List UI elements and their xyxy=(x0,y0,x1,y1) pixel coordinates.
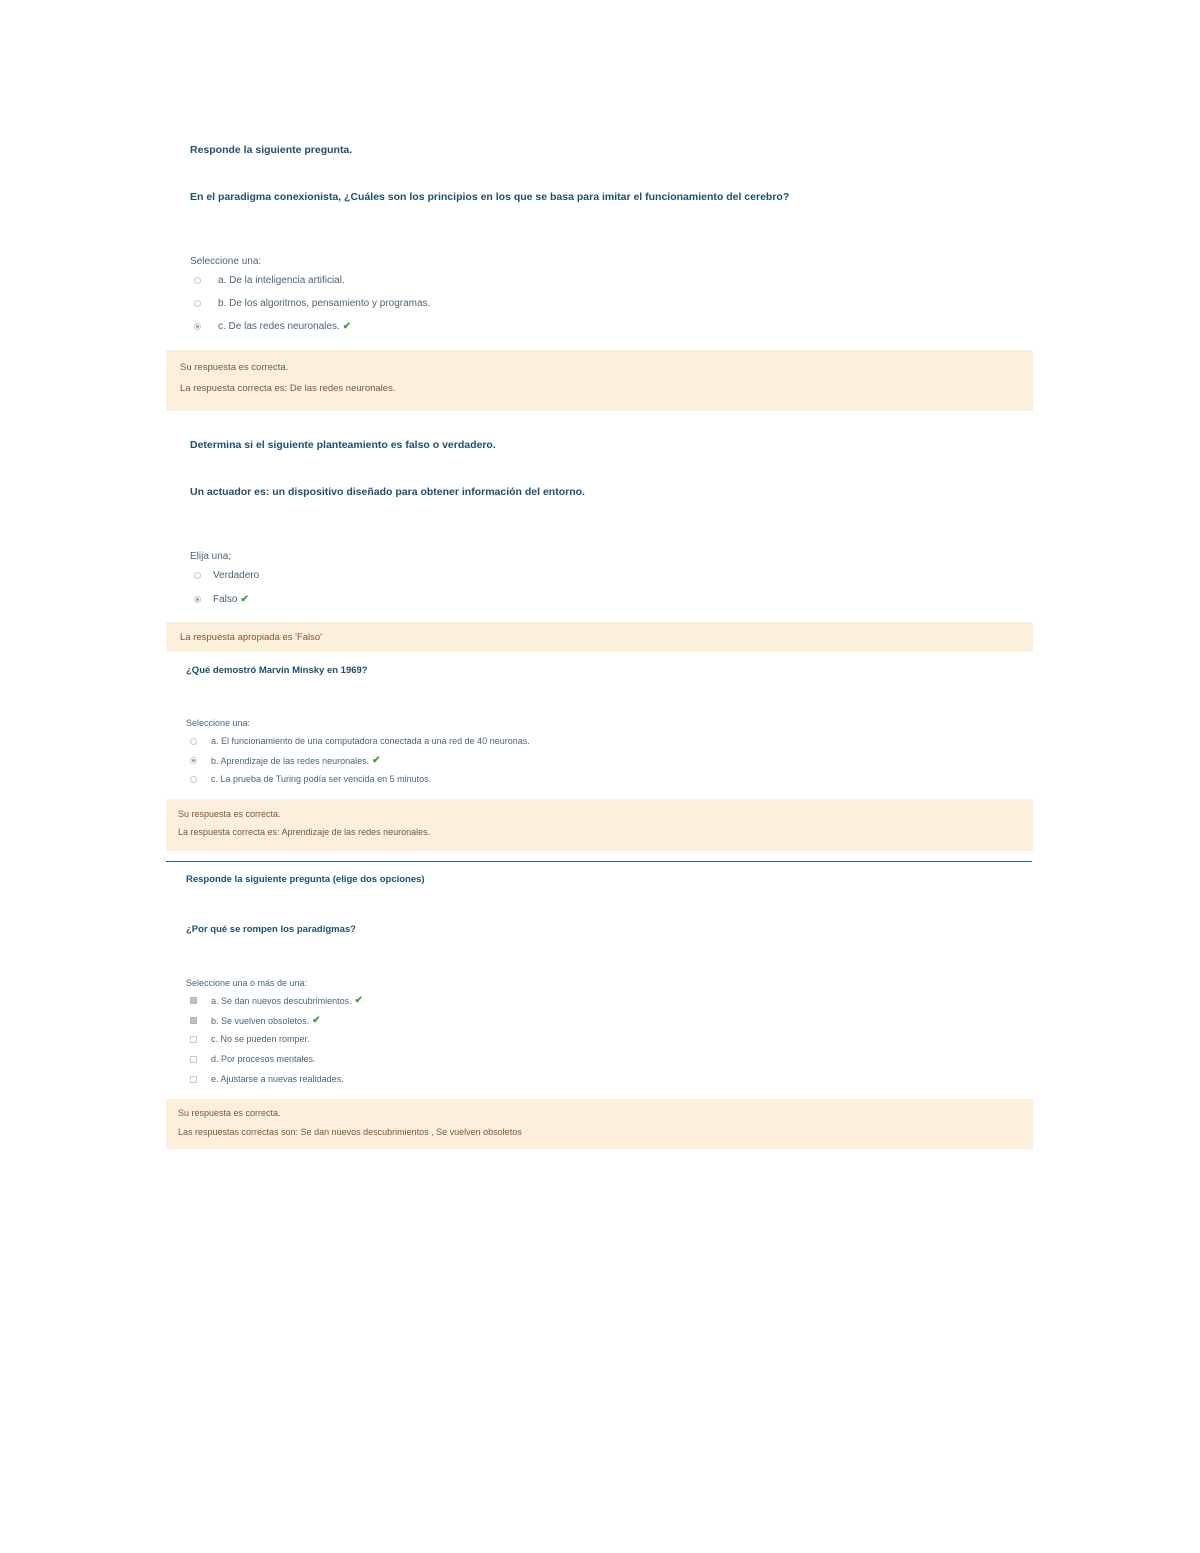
feedback-line: La respuesta correcta es: De las redes neuronales. xyxy=(180,383,396,394)
q4-option-b[interactable] xyxy=(190,1015,320,1026)
radio-button-selected[interactable] xyxy=(194,596,201,603)
q3-option-a[interactable] xyxy=(190,736,530,746)
q3-prompt: Seleccione una: xyxy=(186,718,251,728)
correct-check-icon: ✔ xyxy=(342,321,352,332)
feedback-line: Su respuesta es correcta. xyxy=(178,809,281,819)
option-label: a. Se dan nuevos descubrimientos. xyxy=(211,995,352,1006)
q3-feedback xyxy=(166,799,1033,851)
option-label: b. De los algoritmos, pensamiento y programas. xyxy=(218,298,431,309)
option-label: b. Se vuelven obsoletos. xyxy=(211,1015,310,1026)
feedback-line: Su respuesta es correcta. xyxy=(180,362,289,373)
feedback-line: La respuesta apropiada es 'Falso' xyxy=(180,632,322,643)
q1-option-c[interactable] xyxy=(194,321,351,332)
radio-button[interactable] xyxy=(194,277,201,284)
correct-check-icon: ✔ xyxy=(312,1015,321,1026)
correct-check-icon: ✔ xyxy=(354,995,363,1006)
q1-feedback xyxy=(166,350,1033,411)
q2-instruction: Determina si el siguiente planteamiento es falso o verdadero. xyxy=(190,439,496,451)
radio-button[interactable] xyxy=(194,300,201,307)
q4-question: ¿Por qué se rompen los paradigmas? xyxy=(186,924,356,935)
radio-button[interactable] xyxy=(194,572,201,579)
option-label: Falso xyxy=(213,594,238,605)
divider xyxy=(166,861,1032,862)
q2-question: Un actuador es: un dispositivo diseñado para obtener información del entorno. xyxy=(190,486,585,498)
q3-question: ¿Qué demostró Marvin Minsky en 1969? xyxy=(186,665,368,676)
correct-check-icon: ✔ xyxy=(240,594,249,605)
checkbox-checked[interactable] xyxy=(190,997,197,1004)
feedback-line: La respuesta correcta es: Aprendizaje de las redes neuronales. xyxy=(178,827,431,837)
q4-option-e[interactable] xyxy=(190,1074,344,1084)
feedback-line: Su respuesta es correcta. xyxy=(178,1108,281,1118)
q2-feedback xyxy=(166,622,1033,652)
option-label: a. El funcionamiento de una computadora conectada a una red de 40 neuronas. xyxy=(211,736,530,746)
option-label: b. Aprendizaje de las redes neuronales. xyxy=(211,755,370,766)
q2-option-true[interactable] xyxy=(194,570,259,581)
radio-button[interactable] xyxy=(190,776,197,783)
q1-option-b[interactable] xyxy=(194,298,430,309)
option-label: c. De las redes neuronales. xyxy=(218,321,340,332)
q1-instruction: Responde la siguiente pregunta. xyxy=(190,144,353,156)
q4-option-c[interactable] xyxy=(190,1034,310,1044)
q1-prompt: Seleccione una: xyxy=(190,256,262,267)
radio-button-selected[interactable] xyxy=(194,323,201,330)
checkbox[interactable] xyxy=(190,1056,197,1063)
option-label: e. Ajustarse a nuevas realidades. xyxy=(211,1074,344,1084)
q1-question: En el paradigma conexionista, ¿Cuáles son los principios en los que se basa para imitar el funcionamiento del cerebro? xyxy=(190,191,790,203)
radio-button-selected[interactable] xyxy=(190,757,197,764)
checkbox-checked[interactable] xyxy=(190,1017,197,1024)
option-label: a. De la inteligencia artificial. xyxy=(218,275,345,286)
option-label: c. La prueba de Turing podía ser vencida en 5 minutos. xyxy=(211,774,432,784)
q3-option-c[interactable] xyxy=(190,774,431,784)
q4-prompt: Seleccione una o más de una: xyxy=(186,978,308,988)
checkbox[interactable] xyxy=(190,1036,197,1043)
feedback-line: Las respuestas correctas son: Se dan nuevos descubrimientos , Se vuelven obsoletos xyxy=(178,1127,522,1137)
q4-feedback xyxy=(166,1099,1033,1149)
correct-check-icon: ✔ xyxy=(372,755,381,766)
q3-option-b[interactable] xyxy=(190,755,381,766)
checkbox[interactable] xyxy=(190,1076,197,1083)
q4-instruction: Responde la siguiente pregunta (elige dos opciones) xyxy=(186,874,425,885)
q2-prompt: Elija una; xyxy=(190,551,232,562)
q4-option-d[interactable] xyxy=(190,1054,316,1064)
q4-option-a[interactable] xyxy=(190,995,363,1006)
option-label: d. Por procesos mentales. xyxy=(211,1054,316,1064)
q2-option-false[interactable] xyxy=(194,594,249,605)
option-label: c. No se pueden romper. xyxy=(211,1034,310,1044)
option-label: Verdadero xyxy=(213,570,260,581)
q1-option-a[interactable] xyxy=(194,275,345,286)
radio-button[interactable] xyxy=(190,738,197,745)
